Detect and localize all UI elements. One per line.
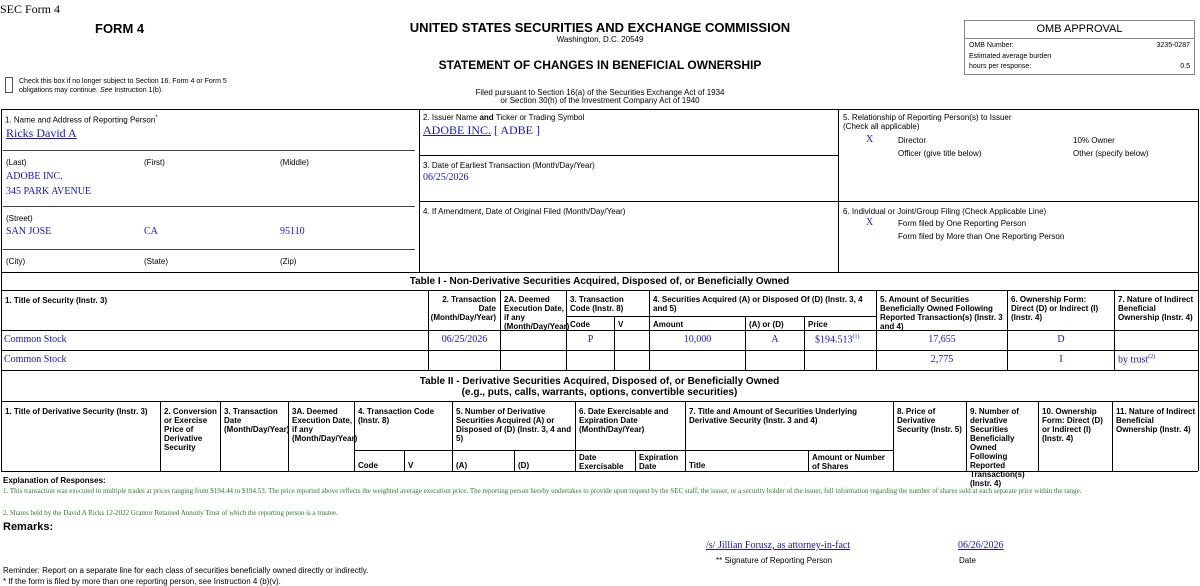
t2-h6: 6. Date Exercisable and Expiration Date (Month/Day/Year)	[579, 407, 669, 434]
box5-label-2: (Check all applicable)	[843, 122, 920, 131]
t2-h7: 7. Title and Amount of Securities Underlying Derivative Security (Instr. 3 and 4)	[689, 407, 858, 425]
omb-title: OMB APPROVAL	[1036, 23, 1123, 35]
row1-title: Common Stock	[4, 334, 67, 345]
t1-h5: 5. Amount of Securities Beneficially Owned Following Reported Transaction(s) (Instr. 3 and 4)	[880, 295, 1003, 331]
last-label: (Last)	[6, 158, 27, 167]
signature-value[interactable]: /s/ Jillian Forusz, as attorney-in-fact	[706, 540, 851, 551]
t2-sub-amount: Amount or Number of Shares	[812, 453, 885, 471]
checkbox-text	[19, 77, 227, 95]
section16-checkbox[interactable]	[5, 77, 13, 93]
row1-aord: A	[771, 334, 779, 345]
omb-burden-label-1: Estimated average burden	[969, 53, 1052, 60]
t2-h11: 11. Nature of Indirect Beneficial Ownership (Instr. 4)	[1116, 407, 1196, 434]
t2-sub-v: V	[408, 461, 414, 470]
box5-label-1: 5. Relationship of Reporting Person(s) to Issuer	[843, 113, 1012, 122]
t1-h2: 2. Transaction Date (Month/Day/Year)	[430, 295, 496, 322]
t1-sub-aord: (A) or (D)	[749, 320, 784, 329]
ticker-symbol: ADBE	[500, 123, 534, 137]
t2-h5: 5. Number of Derivative Securities Acquired (A) or Disposed of (D) (Instr. 3, 4 and 5)	[456, 407, 572, 443]
zip-label: (Zip)	[280, 257, 297, 266]
issuer-line: ADOBE INC. [ ADBE ]	[423, 123, 541, 137]
sec-form-label: SEC Form 4	[0, 2, 61, 16]
other-label: Other (specify below)	[1073, 149, 1149, 158]
signature-date: 06/26/2026	[958, 540, 1004, 551]
t2-h9: 9. Number of derivative Securities Beneficially Owned Following Reported Transaction(s) (Instr. 4)	[970, 407, 1025, 488]
row1-form: D	[1057, 334, 1065, 345]
t2-h3a: 3A. Deemed Execution Date, if any (Month/Day/Year)	[292, 407, 358, 443]
row2-form: I	[1059, 354, 1063, 365]
table2-title	[1, 376, 1198, 398]
reporting-person-name[interactable]: Ricks David A	[6, 126, 77, 140]
t2-h10: 10. Ownership Form: Direct (D) or Indirect (I) (Instr. 4)	[1042, 407, 1103, 443]
officer-label: Officer (give title below)	[898, 149, 982, 158]
row1-price: $194.513$^{(1)}$	[815, 334, 860, 346]
date-label: Date	[959, 556, 976, 565]
earliest-transaction-date: 06/25/2026	[423, 172, 469, 183]
t1-sub-price: Price	[808, 320, 828, 329]
company-address-line: ADOBE INC.	[6, 171, 63, 182]
row1-code: P	[587, 334, 594, 345]
city-label: (City)	[6, 257, 26, 266]
t2-sub-code: Code	[358, 461, 378, 470]
box3-label: 3. Date of Earliest Transaction (Month/Day/Year)	[423, 161, 595, 170]
table1-title: Table I - Non-Derivative Securities Acquired, Disposed of, or Beneficially Owned	[409, 276, 790, 287]
footnote-1: 1. This transaction was executed in multiple trades at prices ranging from $194.44 to $194.53. The price reported above reflects the weighted average execution price. The reporting person hereby undertakes to provide upon request by the SEC staff, the issuer, or a security holder of the issuer, full information regarding the number of shares sold at each separate price within the range.	[3, 487, 1082, 495]
t2-h1: 1. Title of Derivative Security (Instr. 3)	[5, 407, 148, 416]
first-label: (First)	[144, 158, 165, 167]
middle-label: (Middle)	[280, 158, 309, 167]
omb-number-label: OMB Number:	[969, 42, 1014, 49]
t1-h2a: 2A. Deemed Execution Date, if any (Month/Day/Year)	[504, 295, 570, 331]
t2-sub-expiration: Expiration Date	[639, 453, 679, 471]
omb-approval-box	[964, 20, 1195, 75]
issuer-name[interactable]: ADOBE INC.	[423, 123, 491, 137]
row2-nature: by trust$^{(2)}$	[1118, 354, 1156, 366]
zip-value: 95110	[280, 226, 305, 237]
street-label: (Street)	[6, 214, 33, 223]
state-value: CA	[144, 226, 158, 237]
checkbox-text-line2: obligations may continue. See Instruction 1(b).	[19, 87, 163, 94]
t1-h3: 3. Transaction Code (Instr. 8)	[570, 295, 624, 313]
t1-h1: 1. Title of Security (Instr. 3)	[5, 296, 108, 305]
table2-title-1: Table II - Derivative Securities Acquired, Disposed of, or Beneficially Owned	[419, 376, 780, 387]
footnote-2: 2. Shares held by the David A Ricks 12-2022 Grantor Retained Annuity Trust of which the reporting person is a trustee.	[3, 509, 338, 517]
state-label: (State)	[144, 257, 169, 266]
remarks-heading: Remarks:	[3, 521, 54, 533]
box2-label: 2. Issuer Name and Ticker or Trading Symbol	[423, 113, 585, 122]
signature-label: ** Signature of Reporting Person	[716, 556, 833, 565]
more-persons-label: Form filed by More than One Reporting Person	[898, 232, 1065, 241]
filed-pursuant-2: or Section 30(h) of the Investment Company Act of 1940	[500, 96, 700, 105]
agency-address: Washington, D.C. 20549	[556, 35, 644, 44]
omb-number-value: 3235-0287	[1156, 42, 1190, 49]
omb-burden-label-2: hours per response:	[969, 63, 1032, 70]
t2-sub-d: (D)	[518, 461, 530, 470]
t2-h2: 2. Conversion or Exercise Price of Derivative Security	[164, 407, 217, 452]
t2-h8: 8. Price of Derivative Security (Instr. 5)	[897, 407, 962, 434]
explanation-heading: Explanation of Responses:	[3, 476, 106, 485]
t2-h3: 3. Transaction Date (Month/Day/Year)	[224, 407, 290, 434]
one-person-mark: X	[866, 217, 874, 228]
t1-sub-v: V	[618, 320, 624, 329]
row1-date: 06/25/2026	[441, 334, 488, 345]
row1-amount: 10,000	[683, 334, 712, 345]
row2-owned: 2,775	[930, 354, 954, 365]
t1-h7: 7. Nature of Indirect Beneficial Ownership (Instr. 4)	[1118, 295, 1194, 322]
t1-sub-amount: Amount	[653, 320, 684, 329]
t2-sub-exercisable: Date Exercisable	[579, 453, 624, 471]
t2-sub-title: Title	[689, 461, 706, 470]
checkbox-text-line1: Check this box if no longer subject to Section 16. Form 4 or Form 5	[19, 78, 227, 85]
reminder-text: Reminder: Report on a separate line for each class of securities beneficially owned directly or indirectly.	[3, 566, 369, 575]
director-label: Director	[898, 136, 927, 145]
row1-price-footnote[interactable]: (1)	[852, 334, 860, 340]
t1-h4: 4. Securities Acquired (A) or Disposed Of (D) (Instr. 3, 4 and 5)	[653, 295, 863, 313]
ten-percent-owner-label: 10% Owner	[1073, 136, 1115, 145]
row2-nature-footnote[interactable]: (2)	[1148, 354, 1156, 360]
table2-title-2: (e.g., puts, calls, warrants, options, convertible securities)	[461, 387, 738, 398]
director-mark: X	[866, 134, 874, 145]
agency-name: UNITED STATES SECURITIES AND EXCHANGE COMMISSION	[409, 20, 791, 35]
t1-h6: 6. Ownership Form: Direct (D) or Indirect (I) (Instr. 4)	[1011, 295, 1099, 322]
box4-label: 4. If Amendment, Date of Original Filed (Month/Day/Year)	[423, 207, 626, 216]
statement-title: STATEMENT OF CHANGES IN BENEFICIAL OWNERSHIP	[438, 58, 762, 72]
box6-label: 6. Individual or Joint/Group Filing (Check Applicable Line)	[843, 207, 1047, 216]
row1-owned: 17,655	[928, 334, 956, 345]
t1-sub-code: Code	[570, 320, 590, 329]
filed-pursuant-1: Filed pursuant to Section 16(a) of the Securities Exchange Act of 1934	[475, 88, 725, 97]
one-person-label: Form filed by One Reporting Person	[898, 219, 1027, 228]
street-address-line: 345 PARK AVENUE	[6, 186, 92, 197]
omb-burden-value: 0.5	[1180, 63, 1190, 70]
form-title: FORM 4	[95, 21, 145, 36]
row2-title: Common Stock	[4, 354, 67, 365]
box1-label: 1. Name and Address of Reporting Person*	[5, 115, 158, 125]
t2-h4: 4. Transaction Code (Instr. 8)	[358, 407, 435, 425]
city-value: SAN JOSE	[6, 226, 52, 237]
t2-sub-a: (A)	[456, 461, 468, 470]
multiple-persons-note: * If the form is filed by more than one reporting person, see Instruction 4 (b)(v).	[3, 577, 281, 586]
